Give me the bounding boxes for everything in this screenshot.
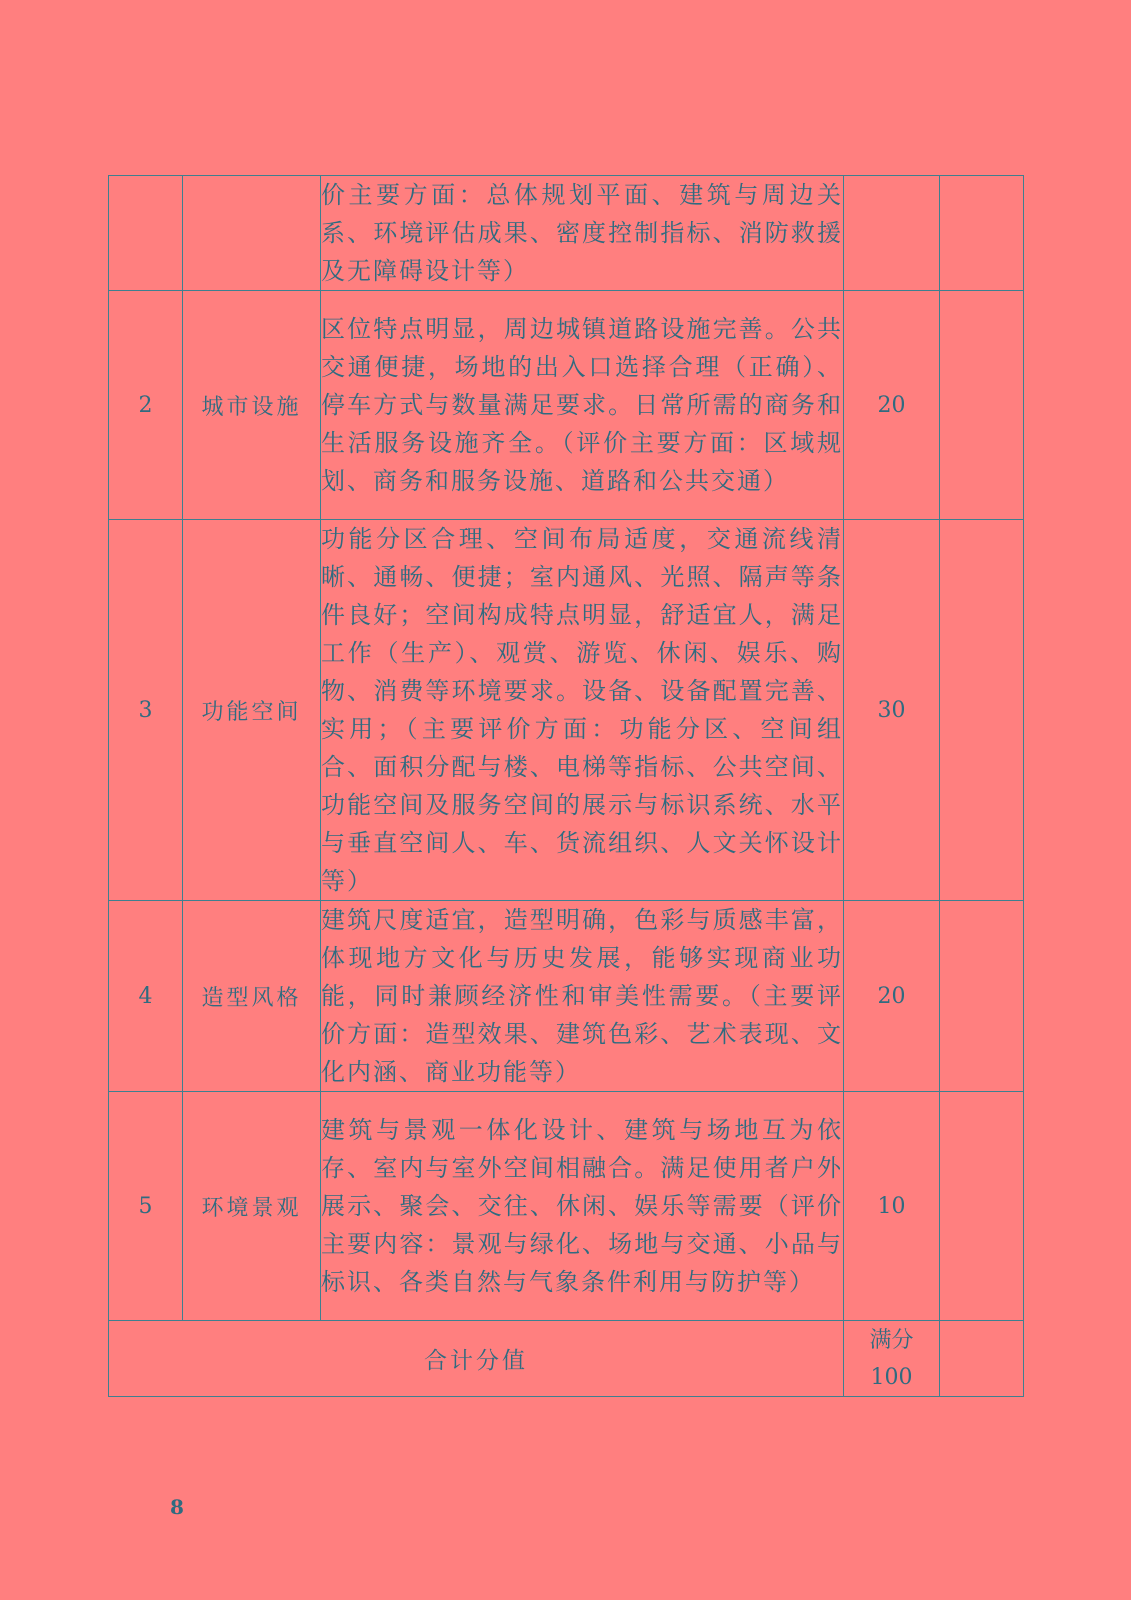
row-score-cell: 10 [844,1092,940,1321]
row-score-cell: 20 [844,291,940,520]
total-row [109,1321,1024,1397]
total-score-cell [844,1321,940,1397]
row-index-cell: 3 [109,520,183,901]
row-score-cell: 30 [844,520,940,901]
row-category-cell: 环境景观 [183,1092,321,1321]
total-score-value: 100 [870,1364,913,1390]
row-description-cell: 区位特点明显，周边城镇道路设施完善。公共交通便捷，场地的出入口选择合理（正确）、停车方式与数量满足要求。日常所需的商务和生活服务设施齐全。（评价主要方面：区域规划、商务和服务设施、道路和公共交通） [321,291,844,520]
total-label-cell: 合计分值 [109,1321,844,1397]
row-description-cell: 价主要方面：总体规划平面、建筑与周边关系、环境评估成果、密度控制指标、消防救援及无障碍设计等） [321,176,844,291]
page-number: 8 [170,1495,184,1519]
total-score-label: 满分 [869,1327,914,1353]
row-description-cell: 建筑与景观一体化设计、建筑与场地互为依存、室内与室外空间相融合。满足使用者户外展示、聚会、交往、休闲、娱乐等需要（评价主要内容：景观与绿化、场地与交通、小品与标识、各类自然与气象条件利用与防护等） [321,1092,844,1321]
row-category-cell: 功能空间 [183,520,321,901]
table-row [109,176,1024,291]
row-blank-cell [940,901,1024,1092]
row-blank-cell [940,291,1024,520]
total-blank-cell [940,1321,1024,1397]
row-category-cell: 城市设施 [183,291,321,520]
row-score-cell [844,176,940,291]
table-row [109,1092,1024,1321]
table-row [109,520,1024,901]
evaluation-table [108,175,1024,1397]
row-category-cell [183,176,321,291]
row-blank-cell [940,1092,1024,1321]
row-blank-cell [940,520,1024,901]
row-score-cell: 20 [844,901,940,1092]
table-row [109,901,1024,1092]
row-description-cell: 功能分区合理、空间布局适度，交通流线清晰、通畅、便捷；室内通风、光照、隔声等条件良好；空间构成特点明显，舒适宜人，满足工作（生产）、观赏、游览、休闲、娱乐、购物、消费等环境要求。设备、设备配置完善、实用；（主要评价方面：功能分区、空间组合、面积分配与楼、电梯等指标、公共空间、功能空间及服务空间的展示与标识系统、水平与垂直空间人、车、货流组织、人文关怀设计等） [321,520,844,901]
evaluation-table-body [109,176,1024,1397]
row-index-cell: 2 [109,291,183,520]
table-row [109,291,1024,520]
row-index-cell [109,176,183,291]
row-category-cell: 造型风格 [183,901,321,1092]
row-index-cell: 4 [109,901,183,1092]
row-description-cell: 建筑尺度适宜，造型明确，色彩与质感丰富，体现地方文化与历史发展，能够实现商业功能，同时兼顾经济性和审美性需要。（主要评价方面：造型效果、建筑色彩、艺术表现、文化内涵、商业功能等） [321,901,844,1092]
row-blank-cell [940,176,1024,291]
row-index-cell: 5 [109,1092,183,1321]
